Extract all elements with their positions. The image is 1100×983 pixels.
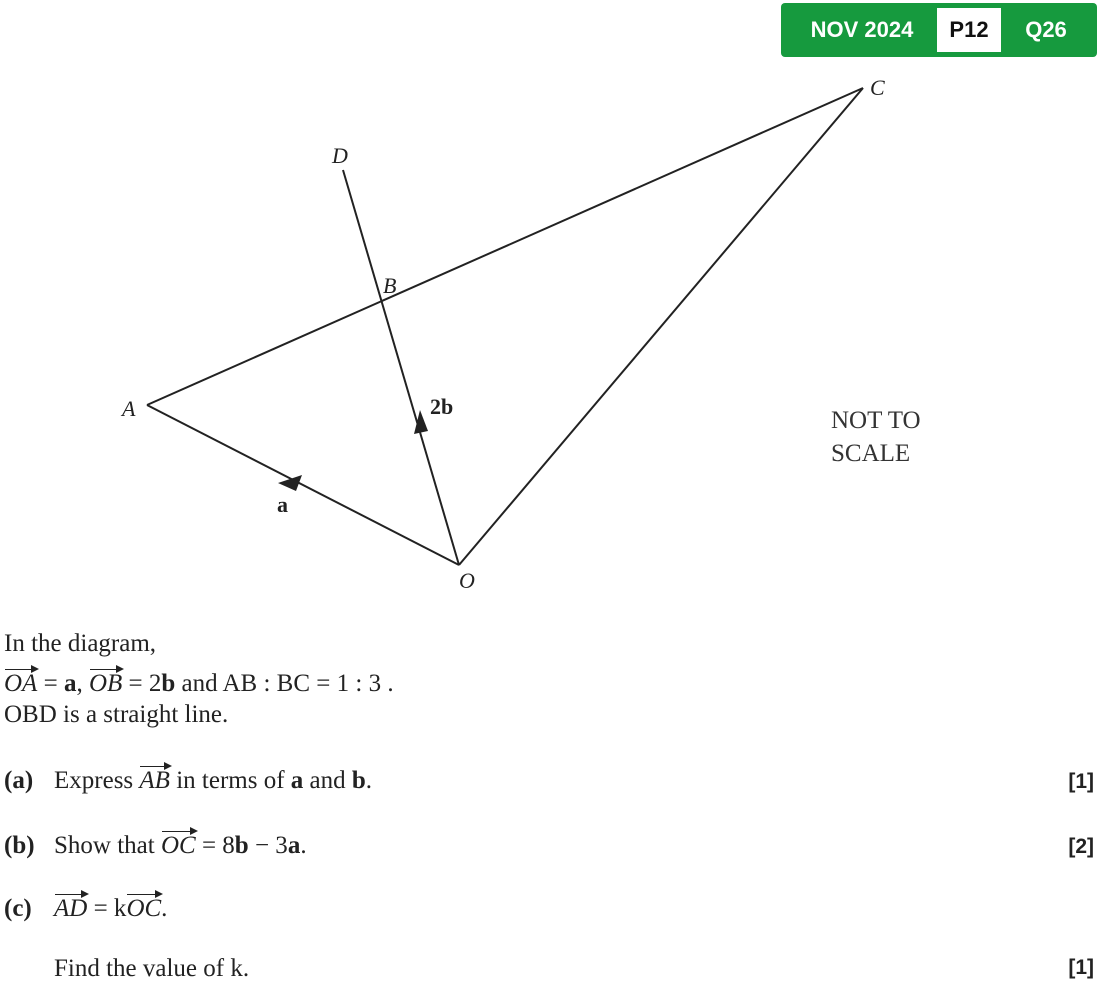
period: .	[365, 767, 373, 794]
question-b-text3: − 3	[248, 832, 288, 859]
line-co	[459, 88, 863, 565]
vector-oc: OC	[160, 832, 196, 859]
question-c	[4, 895, 167, 923]
bold-a: a	[290, 767, 304, 794]
vector-oa: OA	[4, 670, 38, 697]
intro-line-1: In the diagram,	[4, 630, 157, 657]
point-c-label: C	[870, 75, 885, 100]
vector-ab: AB	[139, 767, 170, 794]
question-c-text1: = k	[87, 895, 127, 922]
intro-line-2	[4, 670, 394, 698]
question-label: Q26	[1025, 17, 1067, 42]
bold-b: b	[161, 670, 176, 697]
vector-ob: OB	[88, 670, 123, 697]
period: .	[300, 832, 307, 859]
question-b-label: (b)	[4, 832, 35, 859]
point-b-label: B	[383, 273, 397, 298]
vector-oc: OC	[126, 895, 162, 922]
paper-label: P12	[937, 8, 1001, 52]
point-o-label: O	[459, 568, 475, 593]
not-to-scale-note	[831, 404, 921, 470]
question-c-line2: Find the value of k.	[54, 955, 250, 982]
marks-c: [1]	[1068, 956, 1094, 979]
session-label: NOV 2024	[810, 17, 914, 42]
question-b	[4, 832, 307, 860]
line-od	[343, 170, 459, 565]
equals-2: = 2	[122, 670, 162, 697]
ratio-text: and AB : BC = 1 : 3 .	[175, 670, 394, 697]
question-c-label: (c)	[4, 895, 32, 922]
vector-a-label: a	[277, 492, 288, 517]
intro-line-3: OBD is a straight line.	[4, 701, 229, 728]
question-a-text2: in terms of	[169, 767, 291, 794]
bold-a: a	[63, 670, 77, 697]
bold-a: a	[287, 832, 301, 859]
and-text: and	[303, 767, 352, 794]
marks-a: [1]	[1068, 770, 1094, 793]
question-a-label: (a)	[4, 767, 34, 794]
bold-b: b	[351, 767, 366, 794]
not-to-scale-line1: NOT TO	[831, 407, 921, 434]
line-ac	[147, 88, 863, 405]
period: .	[161, 895, 168, 922]
line-oa	[147, 405, 459, 565]
equals: =	[37, 670, 64, 697]
question-b-text1: Show that	[54, 832, 161, 859]
question-a-text1: Express	[54, 767, 140, 794]
point-a-label: A	[122, 396, 136, 421]
bold-b: b	[234, 832, 249, 859]
point-d-label: D	[332, 143, 348, 168]
vector-ad: AD	[54, 895, 88, 922]
question-a	[4, 767, 372, 795]
not-to-scale-line2: SCALE	[831, 440, 911, 467]
marks-b: [2]	[1068, 835, 1094, 858]
question-b-text2: = 8	[195, 832, 235, 859]
vector-2b-label: 2b	[430, 394, 454, 419]
comma: ,	[76, 670, 89, 697]
